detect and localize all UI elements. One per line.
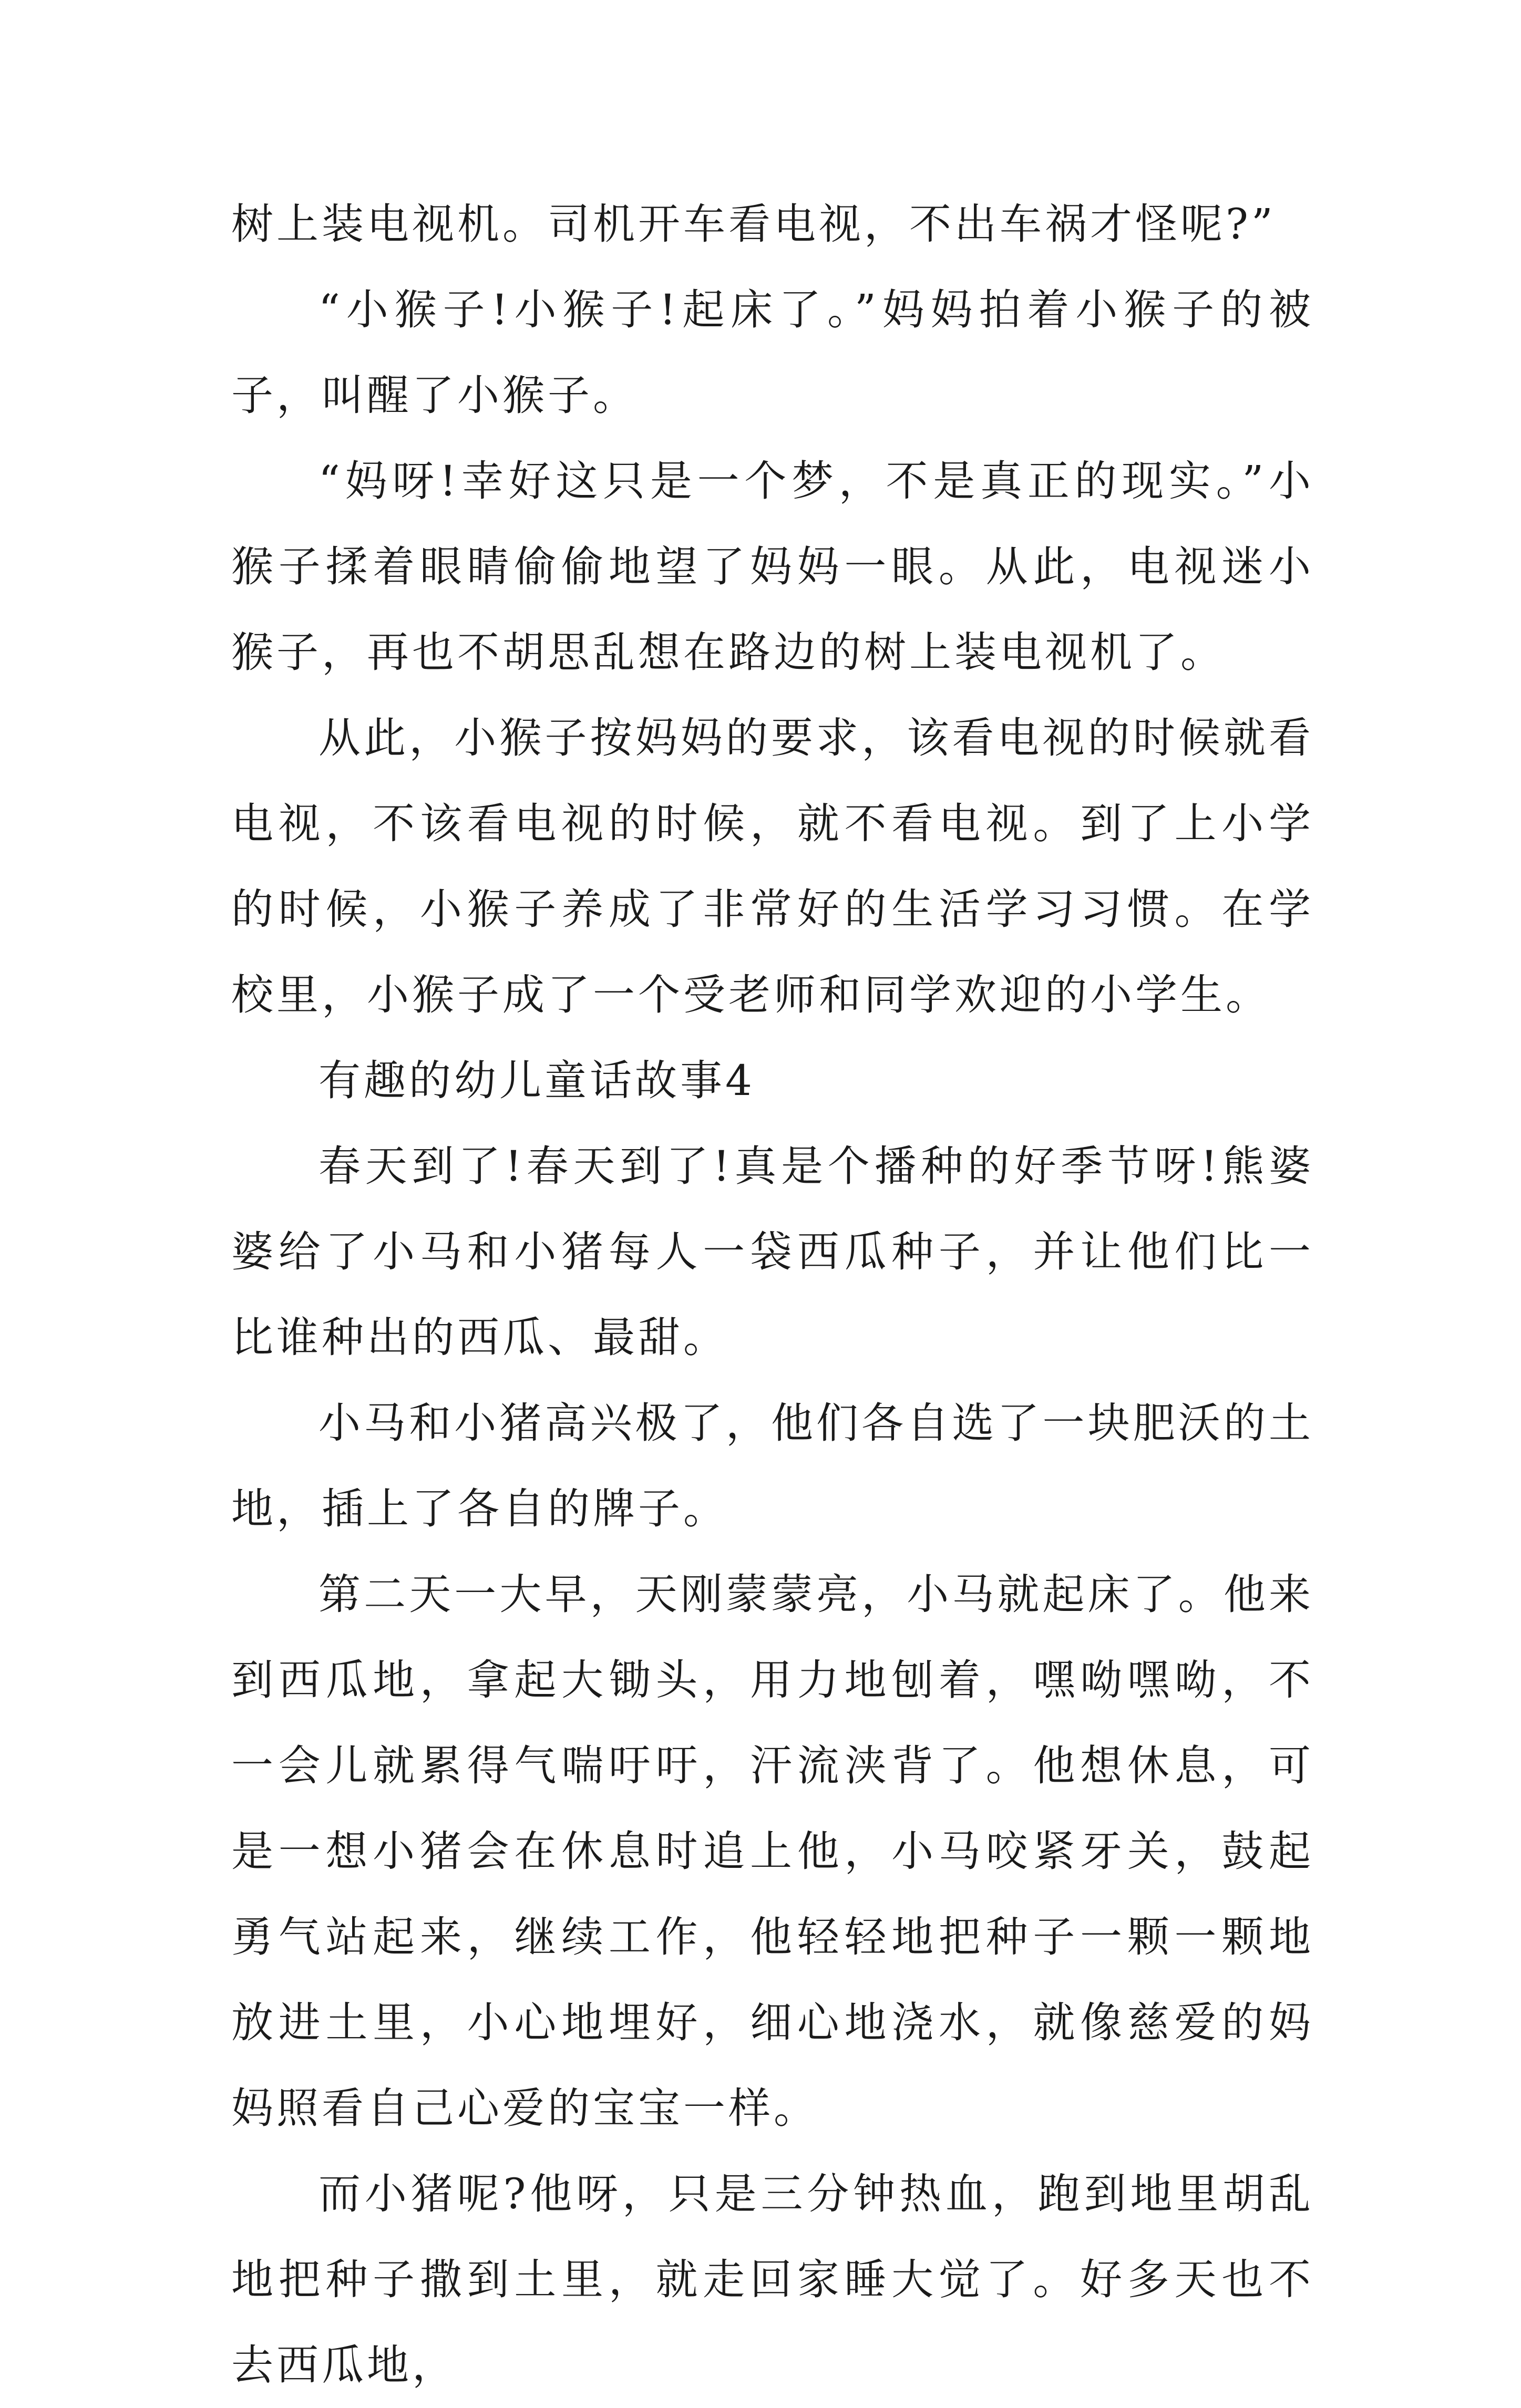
paragraph: 从此，小猴子按妈妈的要求，该看电视的时候就看电视，不该看电视的时候，就不看电视。到了上小学的时候，小猴子养成了非常好的生活学习习惯。在学校里，小猴子成了一个受老师和同学欢迎的小学生。 <box>231 714 1314 1019</box>
paragraph: “小猴子!小猴子!起床了。”妈妈拍着小猴子的被子，叫醒了小猴子。 <box>231 285 1314 420</box>
paragraph: 小马和小猪高兴极了，他们各自选了一块肥沃的土地，插上了各自的牌子。 <box>231 1399 1314 1533</box>
paragraph: 树上装电视机。司机开车看电视，不出车祸才怪呢?” <box>231 200 1276 249</box>
paragraph: 第二天一大早，天刚蒙蒙亮，小马就起床了。他来到西瓜地，拿起大锄头，用力地刨着，嘿呦嘿呦，不一会儿就累得气喘吁吁，汗流浃背了。他想休息，可是一想小猪会在休息时追上他，小马咬紧牙关，鼓起勇气站起来，继续工作，他轻轻地把种子一颗一颗地放进土里，小心地埋好，细心地浇水，就像慈爱的妈妈照看自己心爱的宝宝一样。 <box>231 1570 1314 2133</box>
section-heading: 有趣的幼儿童话故事4 <box>318 1056 755 1105</box>
paragraph: “妈呀!幸好这只是一个梦，不是真正的现实。”小猴子揉着眼睛偷偷地望了妈妈一眼。从此，电视迷小猴子，再也不胡思乱想在路边的树上装电视机了。 <box>231 457 1314 677</box>
story-text <box>231 181 1314 2408</box>
paragraph: 而小猪呢?他呀，只是三分钟热血，跑到地里胡乱地把种子撒到土里，就走回家睡大觉了。好多天也不去西瓜地， <box>231 2169 1314 2390</box>
paragraph: 春天到了!春天到了!真是个播种的好季节呀!熊婆婆给了小马和小猪每人一袋西瓜种子，并让他们比一比谁种出的西瓜、最甜。 <box>231 1142 1314 1362</box>
